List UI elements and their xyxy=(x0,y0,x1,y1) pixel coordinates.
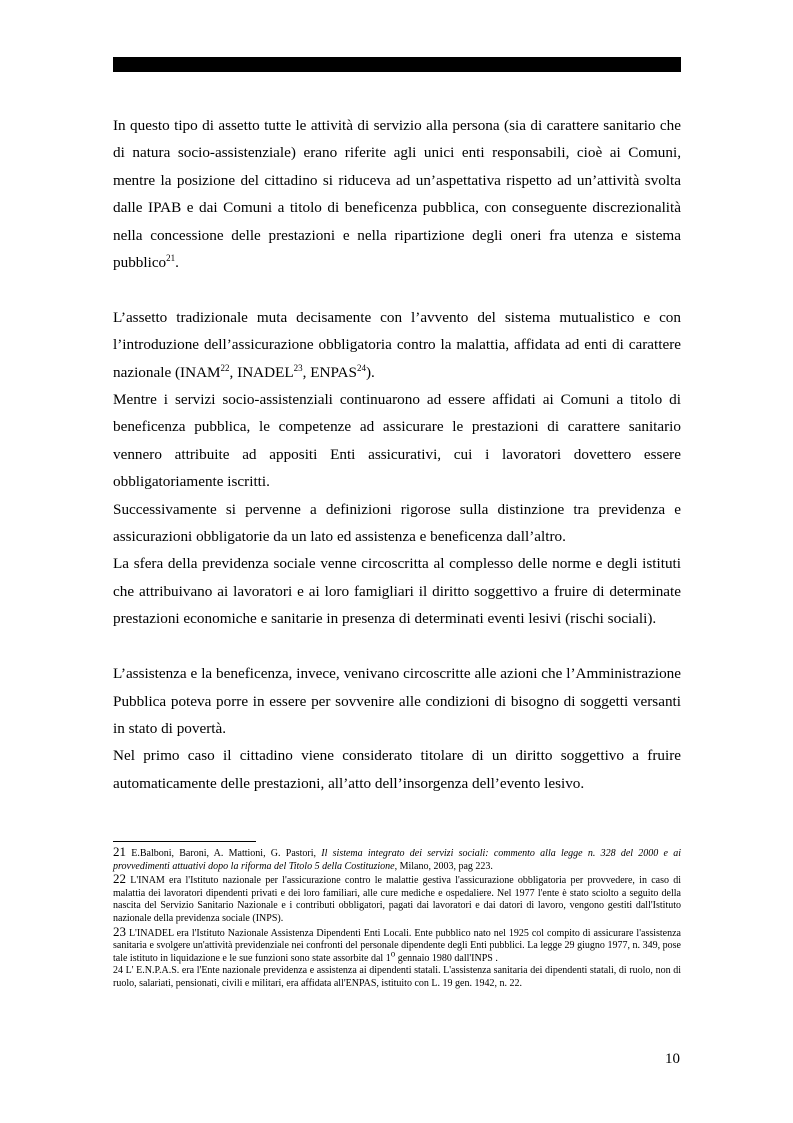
footnote-number: 24 xyxy=(113,965,123,977)
header-bar xyxy=(113,57,681,72)
footnote-number: 22 xyxy=(113,871,126,887)
paragraph: Successivamente si pervenne a definizioni rigorose sulla distinzione tra previdenza e assicurazioni obbligatorie da un lato ed assistenza e beneficenza dall’altro. xyxy=(113,500,681,546)
footnotes xyxy=(113,846,681,991)
paragraph: L’assistenza e la beneficenza, invece, venivano circoscritte alle azioni che l’Amministrazione Pubblica poteva porre in essere per sovvenire alle condizioni di bisogno di soggetti versanti in stato di povertà. xyxy=(113,665,681,737)
paragraph: Nel primo caso il cittadino viene considerato titolare di un diritto soggettivo a fruire automaticamente delle prestazioni, all’atto dell’insorgenza dell’evento lesivo. xyxy=(113,747,681,792)
footnote: 21 E.Balboni, Baroni, A. Mattioni, G. Pastori, Il sistema integrato dei servizi sociali: commento alla legge n. 328 del 2000 e ai provvedimenti attuativi dopo la riforma del Titolo 5 della Costituzione, Milano, 2003, pag 223. xyxy=(113,844,681,872)
footnote-number: 21 xyxy=(113,844,126,859)
body-text xyxy=(113,112,681,797)
paragraph: L’assetto tradizionale muta decisamente con l’avvento del sistema mutualistico e con l’introduzione dell’assicurazione obbligatoria contro la malattia, affidata ad enti di carattere nazionale (INAM$^{22}$, INADEL$^{23}$, ENPAS$^{24}$). xyxy=(113,308,681,381)
footnote: 23 L'INADEL era l'Istituto Nazionale Assistenza Dipendenti Enti Locali. Ente pubblico nato nel 1925 col compito di assicurare l'assistenza sanitaria e svolgere un'attività previdenziale nei confronti del personale dipendente degli Enti pubblici. La legge 29 giugno 1977, n. 349, pose tale istituto in liquidazione e le sue funzioni sono state assorbite dal 1$^o$ gennaio 1980 dall'INPS . xyxy=(113,923,681,964)
footnote: 24 L' E.N.P.A.S. era l'Ente nazionale previdenza e assistenza ai dipendenti statali. L'assistenza sanitaria dei dipendenti statali, di ruolo, non di ruolo, salariati, pensionati, civili e militari, era affidata all'ENPAS, istituito con L. 19 gen. 1942, n. 22. xyxy=(113,965,681,989)
footnote-ref: 22 xyxy=(220,362,230,373)
footnote: 22 L'INAM era l'Istituto nazionale per l'assicurazione contro le malattie gestiva l'assicurazione obbligatoria per provvedere, in caso di malattia dei lavoratori dipendenti privati e dei loro familiari, alle cure mediche e ospedaliere. Nel 1977 l'ente è stato sciolto a seguito della nascita del Servizio Sanitario Nazionale e i contributi obbligatori, pagati dai lavoratori e dai datori di lavoro, vengono gestiti dall'Istituto nazionale della previdenza sociale (INPS). xyxy=(113,871,681,924)
paragraph: La sfera della previdenza sociale venne circoscritta al complesso delle norme e degli istituti che attribuivano ai lavoratori e ai loro famigliari il diritto soggettivo a fruire di determinate prestazioni economiche e sanitarie in presenza di determinati eventi lesivi (rischi sociali). xyxy=(113,555,681,628)
page-number: 10 xyxy=(665,1051,680,1067)
paragraph: In questo tipo di assetto tutte le attività di servizio alla persona (sia di carattere sanitario che di natura socio-assistenziale) erano riferite agli unici enti responsabili, cioè ai Comuni, mentre la posizione del cittadino si riduceva ad un’aspettativa rispetto ad un’attività svolta dalle IPAB e dai Comuni a titolo di beneficenza pubblica, con conseguente discrezionalità nella concessione delle prestazioni e nella ripartizione degli oneri fra utenza e sistema pubblico$^{21}$. xyxy=(113,117,681,272)
footnote-separator xyxy=(113,841,256,842)
footnote-ref: 23 xyxy=(293,362,303,373)
footnote-ref: 24 xyxy=(356,362,366,373)
footnote-ref: 21 xyxy=(166,252,176,263)
footnote-number: 23 xyxy=(113,923,126,939)
paragraph: Mentre i servizi socio-assistenziali continuarono ad essere affidati ai Comuni a titolo di beneficenza pubblica, le competenze ad assicurare le prestazioni di carattere sanitario vennero attribuite ad appositi Enti assicurativi, cui i lavoratori dovettero essere obbligatoriamente iscritti. xyxy=(113,391,681,491)
